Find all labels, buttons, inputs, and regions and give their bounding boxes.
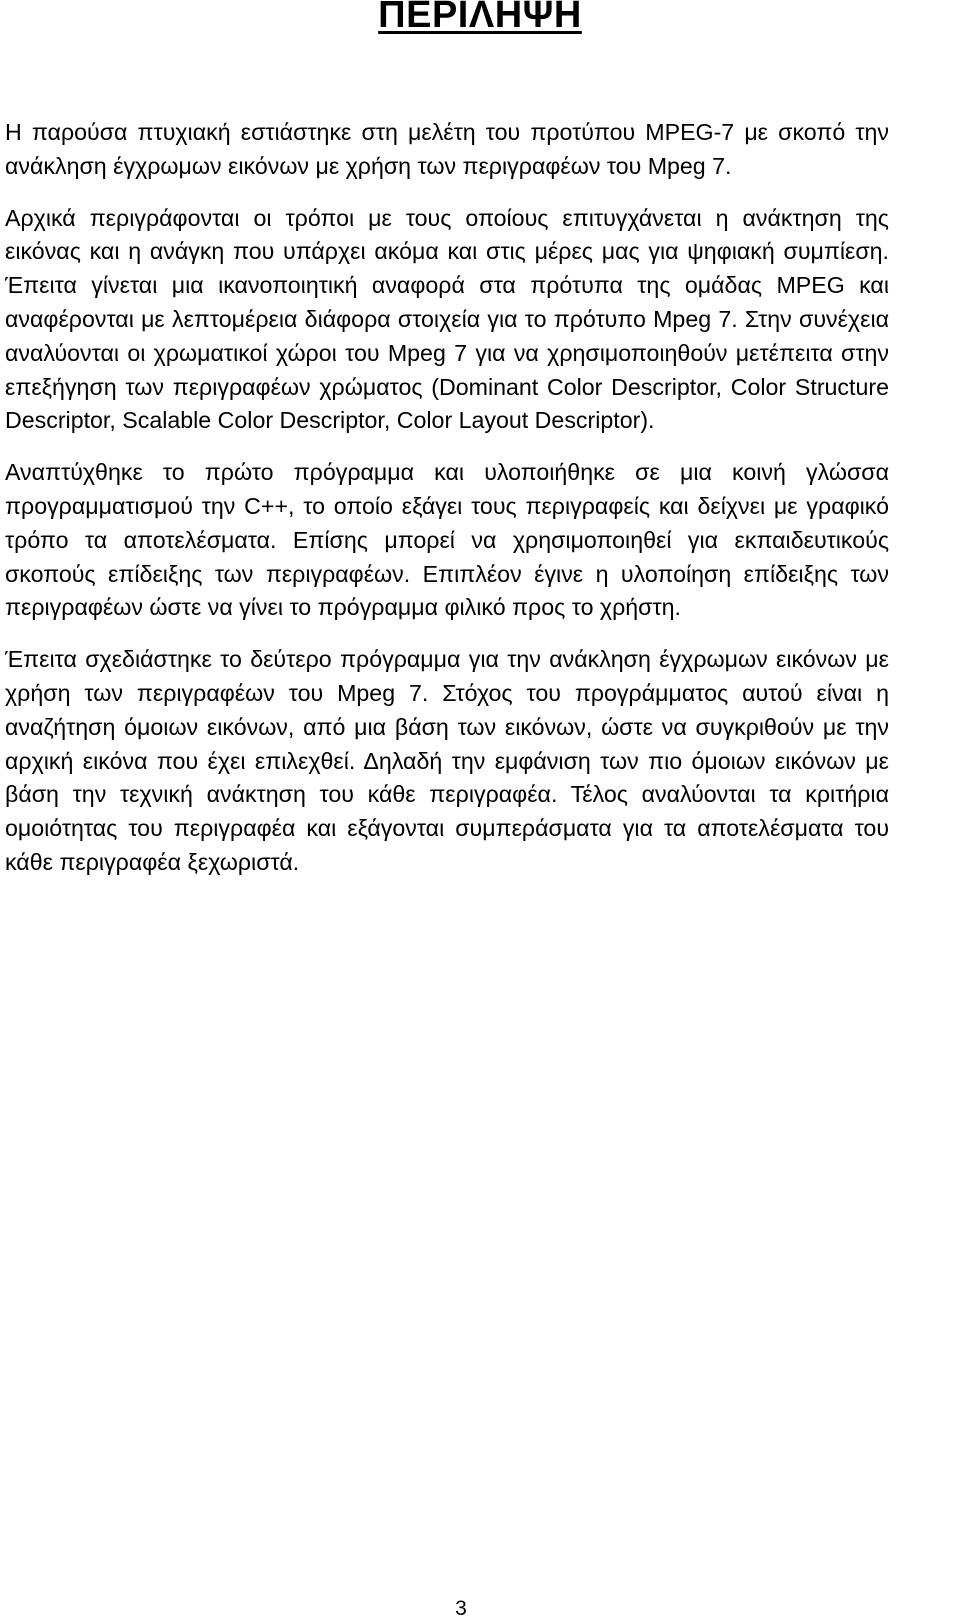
page-title (0, 0, 960, 37)
paragraph-intro: Η παρούσα πτυχιακή εστιάστηκε στη μελέτη του προτύπου MPEG-7 με σκοπό την ανάκληση έγχρωμων εικόνων με χρήση των περιγραφέων του Mpeg 7. (5, 119, 889, 179)
page-title-text: ΠΕΡΙΛΗΨΗ (378, 0, 582, 36)
paragraph-background: Αρχικά περιγράφονται οι τρόποι με τους οποίους επιτυγχάνεται η ανάκτηση της εικόνας και η ανάγκη που υπάρχει ακόμα και στις μέρες μας για ψηφιακή συμπίεση. Έπειτα γίνεται μια ικανοποιητική αναφορά στα πρότυπα της ομάδας MPEG και αναφέρονται με λεπτομέρεια διάφορα στοιχεία για το πρότυπο Mpeg 7. Στην συνέχεια αναλύονται οι χρωματικοί χώροι του Mpeg 7 για να χρησιμοποιηθούν μετέπειτα στην επεξήγηση των περιγραφέων χρώματος (Dominant Color Descriptor, Color Structure Descriptor, Scalable Color Descriptor, Color Layout Descriptor). (5, 204, 889, 434)
document-body (5, 116, 889, 880)
paragraph-second-program: Έπειτα σχεδιάστηκε το δεύτερο πρόγραμμα για την ανάκληση έγχρωμων εικόνων με χρήση των περιγραφέων του Mpeg 7. Στόχος του προγράμματος αυτού είναι η αναζήτηση όμοιων εικόνων, από μια βάση των εικόνων, ώστε να συγκριθούν με την αρχική εικόνα που έχει επιλεχθεί. Δηλαδή την εμφάνιση των πιο όμοιων εικόνων με βάση την τεχνική ανάκτηση του κάθε περιγραφέα. Τέλος αναλύονται τα κριτήρια ομοιότητας του περιγραφέα και εξάγονται συμπεράσματα για τα αποτελέσματα του κάθε περιγραφέα ξεχωριστά. (5, 646, 889, 875)
page-number: 3 (455, 1597, 467, 1620)
paragraph-first-program: Αναπτύχθηκε το πρώτο πρόγραμμα και υλοποιήθηκε σε μια κοινή γλώσσα προγραμματισμού την C++, το οποίο εξάγει τους περιγραφείς και δείχνει με γραφικό τρόπο τα αποτελέσματα. Επίσης μπορεί να χρησιμοποιηθεί για εκπαιδευτικούς σκοπούς επίδειξης των περιγραφέων. Επιπλέον έγινε η υλοποίηση επίδειξης των περιγραφέων ώστε να γίνει το πρόγραμμα φιλικό προς το χρήστη. (5, 459, 889, 621)
